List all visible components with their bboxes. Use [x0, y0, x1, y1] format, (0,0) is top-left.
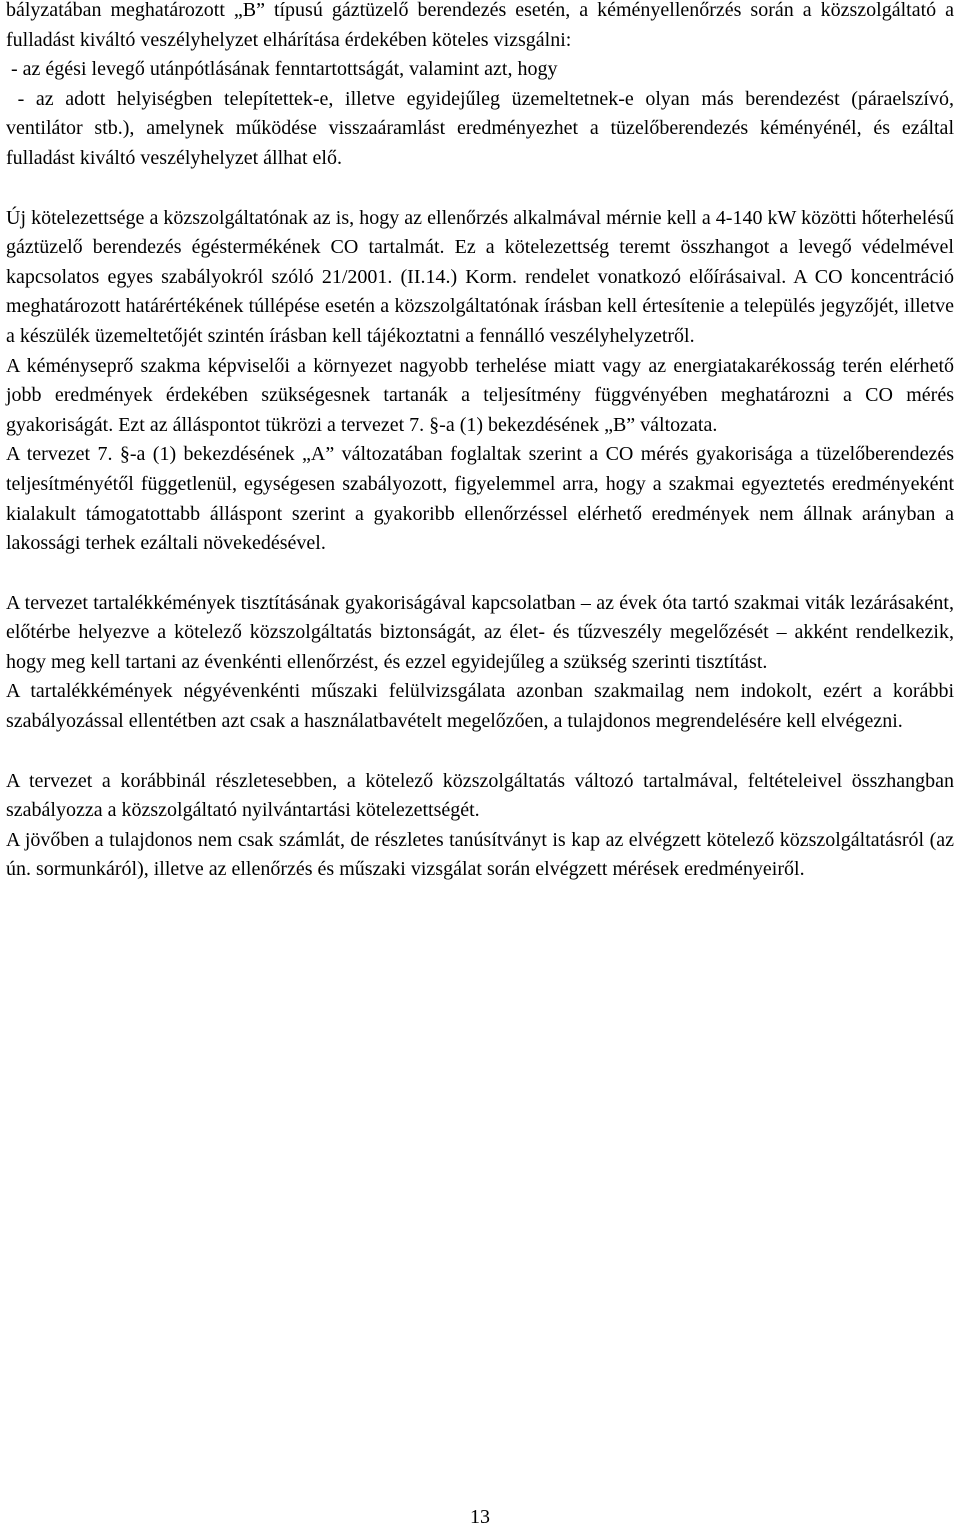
spacer: [6, 737, 954, 767]
paragraph-block-records: [6, 767, 954, 885]
spacer: [6, 559, 954, 589]
list-item-air-supply: - az égési levegő utánpótlásának fenntartottságát, valamint azt, hogy: [6, 58, 558, 81]
paragraph-block-inspection-duties: [6, 0, 959, 174]
paragraph-co-obligation: Új kötelezettsége a közszolgáltatónak az is, hogy az ellenőrzés alkalmával mérnie kell a 4-140 kW közötti hőterhelésű gáztüzelő berendezés égéstermékének CO tartalmát. Ez a kötelezettség teremt összhangot a levegő védelmével kapcsolatos egyes szabályokról szóló 21/2001. (II.14.) Korm. rendelet vonatkozó előírásaival. A CO koncentráció meghatározott határértékének túllépése esetén a közszolgáltatónak írásban kell értesítenie a település jegyzőjét, illetve a készülék üzemeltetőjét szintén írásban kell tájékoztatni a fennálló veszélyhelyzetről.: [6, 206, 954, 347]
page-number: 13: [470, 1506, 490, 1528]
paragraph-records-obligation: A tervezet a korábbinál részletesebben, a kötelező közszolgáltatás változó tartalmával, feltételeivel összhangban szabályozza a közszolgáltató nyilvántartási kötelezettségét.: [6, 769, 954, 822]
paragraph-co-frequency-b: A kéményseprő szakma képviselői a környezet nagyobb terhelése miatt vagy az energiatakarékosság terén elérhető jobb eredmények érdekében szükségesnek tartanák a teljesítmény függvényében meghatározni a CO mérés gyakoriságát. Ezt az álláspontot tükrözi a tervezet 7. §-a (1) bekezdésének „B” változata.: [6, 354, 954, 436]
paragraph-reserve-inspection: A tartalékkémények négyévenkénti műszaki felülvizsgálata azonban szakmailag nem indokolt, ezért a korábbi szabályozással ellentétben azt csak a használatbavételt megelőzően, a tulajdonos megrendelésére kell elvégezni.: [6, 680, 954, 733]
paragraph-block-co-measurement: [6, 204, 954, 559]
list-item-backflow-devices: - az adott helyiségben telepítettek-e, illetve egyidejűleg üzemeltetnek-e olyan más berendezést (páraelszívó, ventilátor stb.), amelynek működése visszaáramlást eredményezhet a tüzelőberendezés kéményénél, és ezáltal fulladást kiváltó veszélyhelyzet állhat elő.: [6, 87, 959, 169]
paragraph-block-reserve-chimneys: [6, 589, 954, 737]
paragraph-intro: bályzatában meghatározott „B” típusú gáztüzelő berendezés esetén, a kéményellenőrzés során a közszolgáltató a fulladást kiváltó veszélyhelyzet elhárítása érdekében köteles vizsgálni:: [6, 0, 954, 51]
spacer: [6, 174, 954, 204]
paragraph-co-frequency-a: A tervezet 7. §-a (1) bekezdésének „A” változatában foglaltak szerint a CO mérés gyakorisága a tüzelőberendezés teljesítményétől függetlenül, egységesen szabályozott, figyelemmel arra, hogy a szakmai egyeztetés eredményeként kialakult támogatottabb álláspont szerint a gyakoribb ellenőrzéssel elérhető eredmények nem állnak arányban a lakossági terhek ezáltali növekedésével.: [6, 443, 954, 555]
paragraph-reserve-cleaning: A tervezet tartalékkémények tisztításának gyakoriságával kapcsolatban – az évek óta tartó szakmai viták lezárásaként, előtérbe helyezve a kötelező közszolgáltatás biztonságát, az élet- és tűzveszély megelőzését – akként rendelkezik, hogy meg kell tartani az évenkénti ellenőrzést, és ezzel egyidejűleg a szükség szerinti tisztítást.: [6, 591, 954, 673]
paragraph-certificate: A jövőben a tulajdonos nem csak számlát, de részletes tanúsítványt is kap az elvégzett kötelező közszolgáltatásról (az ún. sormunkáról), illetve az ellenőrzés és műszaki vizsgálat során elvégzett mérések eredményeiről.: [6, 828, 954, 881]
